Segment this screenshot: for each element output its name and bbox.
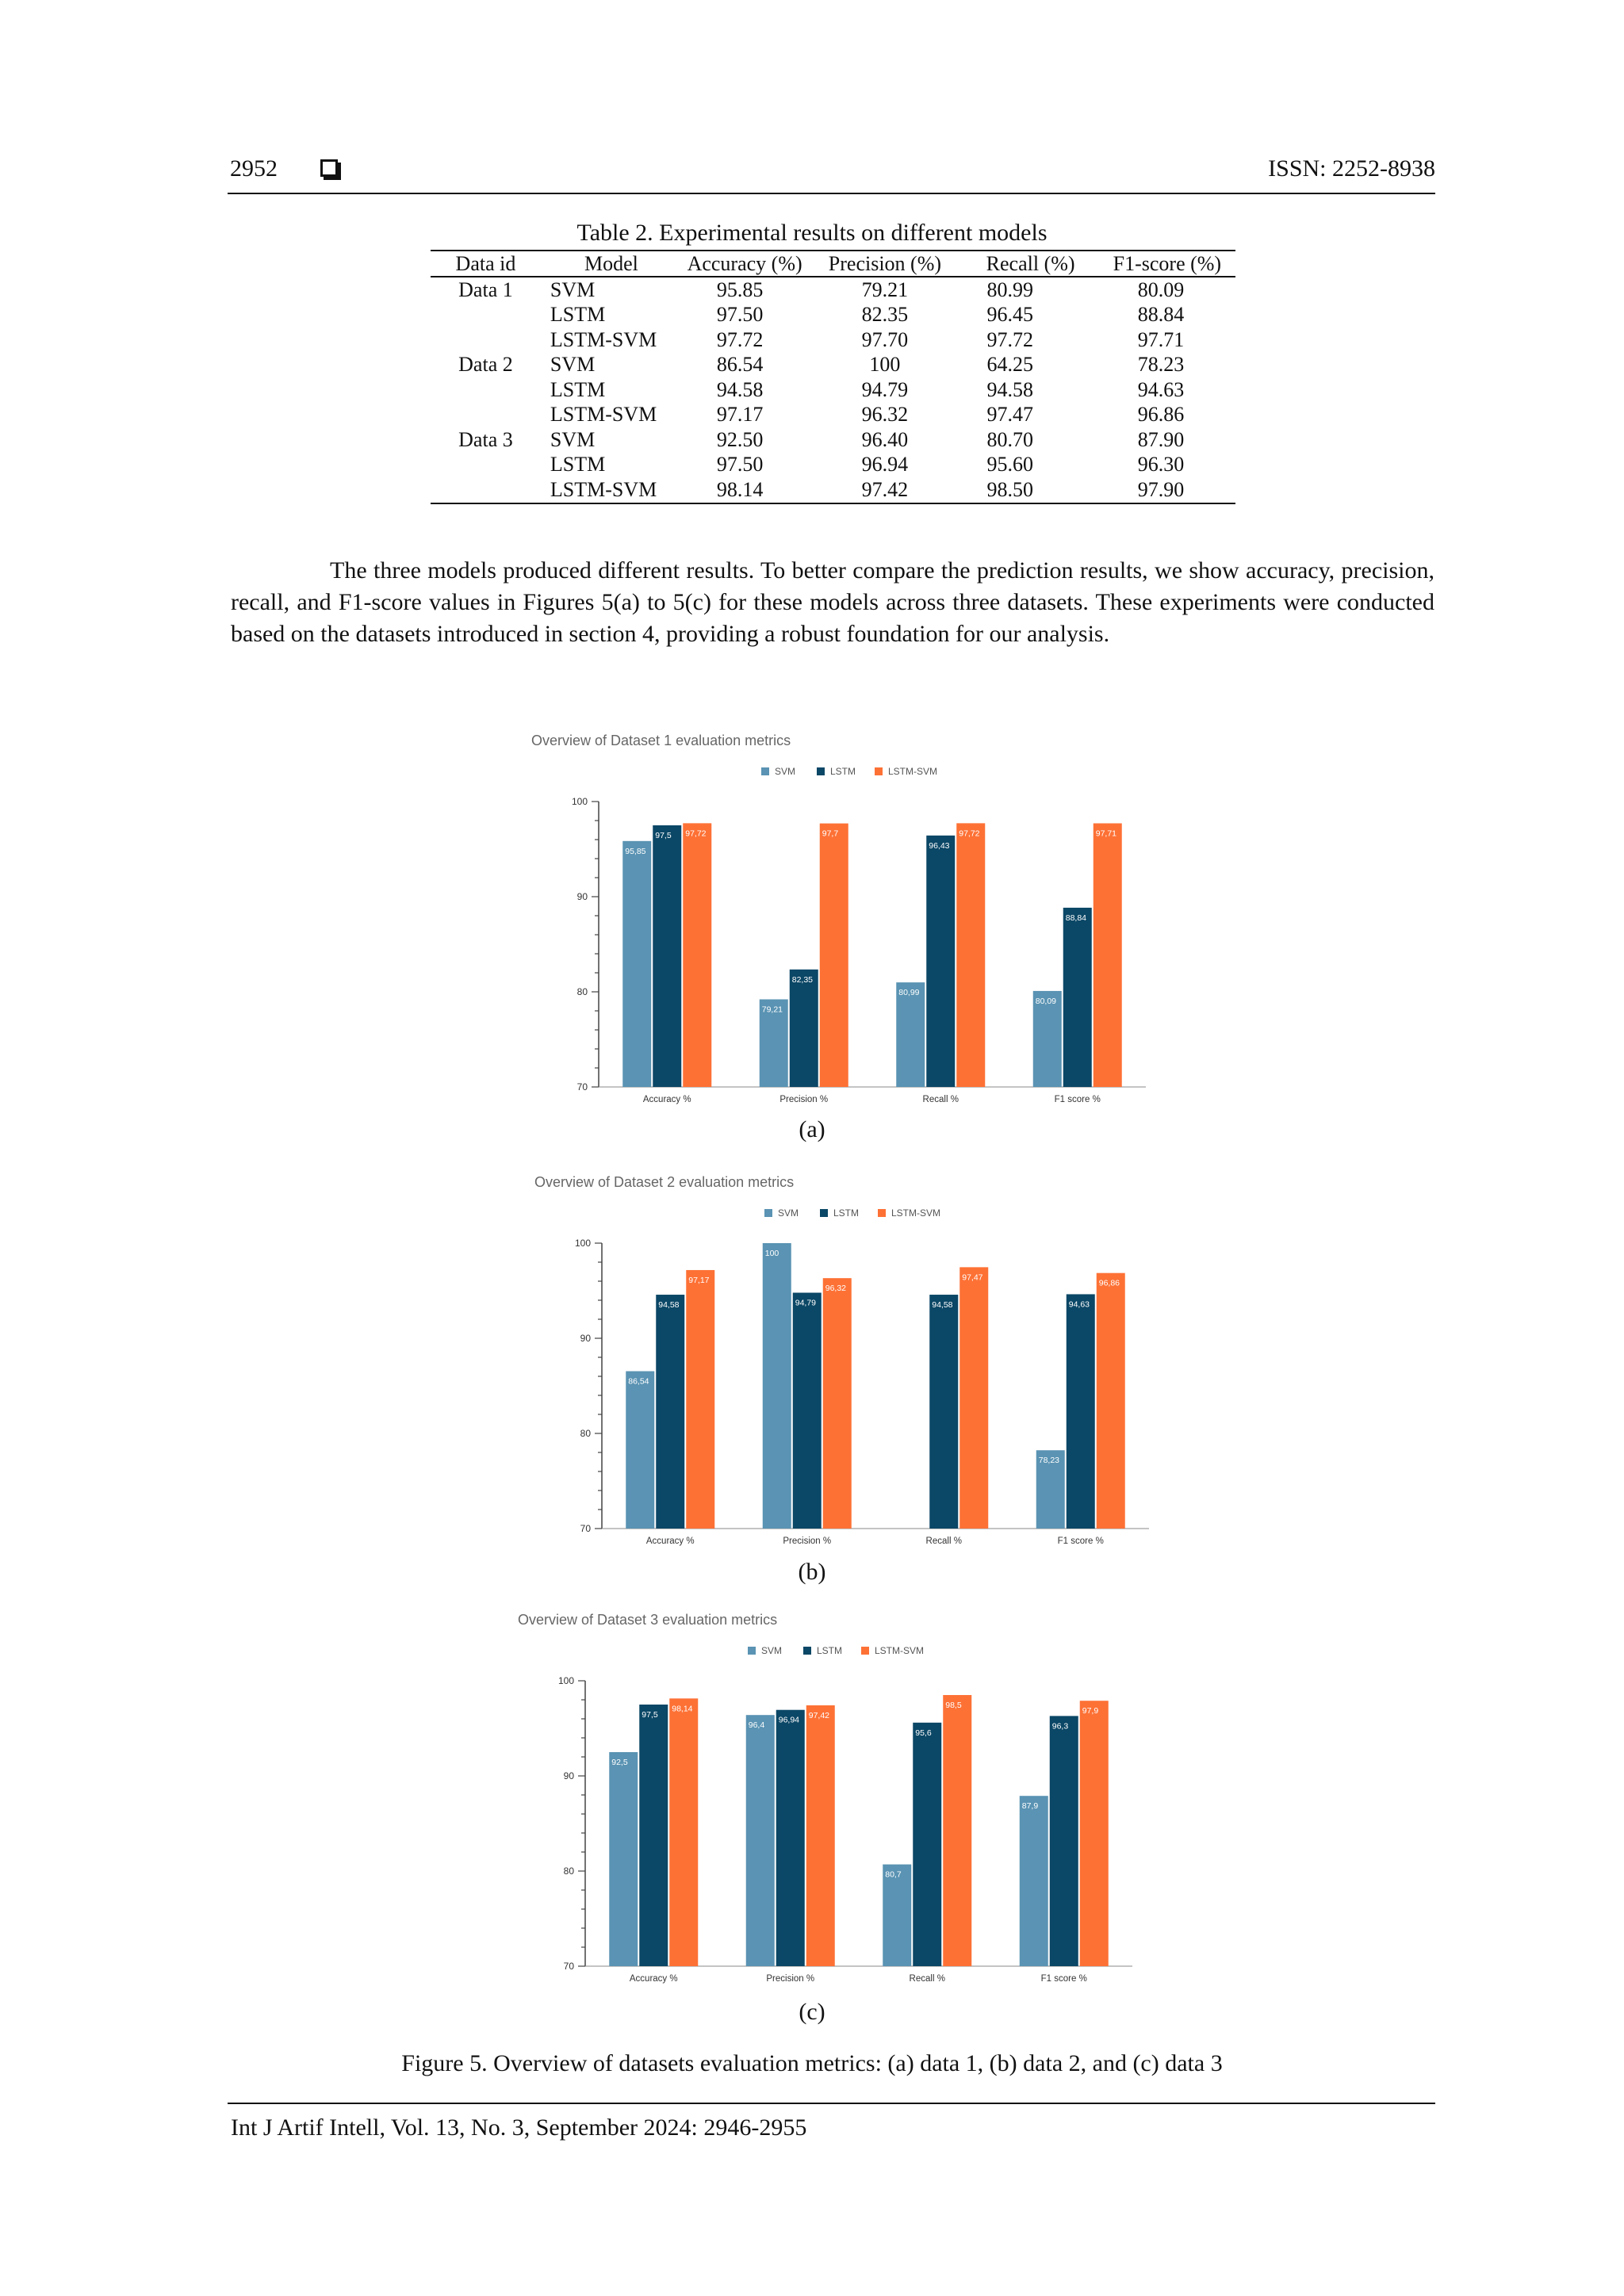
data-label: 97,17 [688,1275,710,1285]
data-label: 96,3 [1051,1721,1069,1732]
data-label: 98,5 [945,1701,962,1710]
bar-lstm [656,1295,684,1529]
table-cell: 97.70 [861,327,909,351]
bar-lstm-svm [683,823,711,1087]
legend-label: LSTM-SVM [875,1645,925,1656]
y-tick-label: 90 [576,891,588,902]
page-number: 2952 [230,155,278,182]
bar-lstm [790,970,818,1087]
table-cell: 97.42 [807,477,962,503]
category-label: Recall % [925,1536,962,1546]
legend-swatch-0 [748,1647,756,1655]
table-cell: Data 3 [458,427,513,451]
square-bullet-icon [320,159,338,177]
table-header-row [431,251,1235,277]
data-label: 98,14 [672,1704,693,1714]
data-label: 94,58 [932,1300,953,1311]
data-label: 96,4 [748,1720,765,1731]
table-cell: 96.32 [861,403,909,427]
category-label: Precision % [766,1974,815,1984]
bar-lstm [639,1705,668,1966]
data-label: 97,72 [685,828,707,839]
y-tick-label: 70 [576,1081,588,1093]
data-label: 88,84 [1065,913,1087,923]
table-cell: LSTM-SVM [550,327,657,351]
data-label: 79,21 [761,1004,783,1015]
y-tick-label: 90 [563,1770,574,1781]
legend-label: LSTM [817,1645,843,1656]
table-cell: 96.45 [986,303,1034,327]
legend-label: LSTM [830,766,856,777]
table-body [431,277,1235,503]
table-cell: SVM [550,427,596,451]
legend-label: LSTM [833,1207,860,1219]
data-label: 97,72 [959,828,980,839]
chart-dataset-2 [527,1168,1153,1556]
bar-svm [609,1752,638,1966]
subfigure-label-a: (a) [799,1116,825,1142]
table-cell: 82.35 [861,303,909,327]
data-label: 86,54 [628,1376,649,1387]
table-cell: Data 1 [458,277,513,301]
data-label: 96,94 [778,1715,800,1725]
legend-label: SVM [775,766,796,777]
table-cell: 98.50 [963,477,1099,503]
bar-lstm-svm [1080,1701,1109,1966]
data-label: 96,32 [825,1284,847,1294]
table-cell: 64.25 [986,353,1034,377]
data-label: 97,42 [808,1710,830,1720]
table-cell: 96.94 [861,453,909,476]
table-cell: 97.72 [986,327,1034,351]
table-cell: 96.40 [861,427,909,451]
category-label: F1 score % [1040,1974,1087,1984]
table-row [431,377,1235,403]
category-label: Recall % [909,1974,945,1984]
table-row [431,303,1235,328]
bar-lstm [793,1293,822,1529]
chart-title: Overview of Dataset 2 evaluation metrics [534,1174,795,1190]
category-label: Accuracy % [629,1974,678,1984]
legend-swatch-2 [875,767,883,775]
bar-svm [1020,1796,1048,1966]
data-label: 82,35 [791,974,814,985]
category-label: Recall % [922,1095,959,1104]
footer-rule [228,2103,1435,2104]
y-tick-label: 80 [580,1428,591,1439]
table-cell: 96.30 [1137,453,1185,476]
issn: ISSN: 2252-8938 [1268,155,1435,182]
table-cell [431,303,541,328]
data-label: 97,7 [822,828,839,839]
table-row [431,427,1235,453]
y-tick-label: 100 [557,1675,574,1686]
table-cell: 97.50 [716,303,764,327]
table-cell: 88.84 [1137,303,1185,327]
chart-title: Overview of Dataset 1 evaluation metrics [531,733,791,748]
data-label: 97,71 [1095,828,1117,839]
table-cell: 97.50 [716,453,764,476]
category-label: Accuracy % [645,1536,695,1546]
table-cell: LSTM [550,303,606,327]
data-label: 97,47 [962,1272,983,1283]
legend-label: LSTM-SVM [888,766,938,777]
column-header: Model [541,251,682,277]
bar-lstm-svm [943,1695,971,1966]
y-tick-label: 100 [574,1238,591,1249]
bar-svm [626,1372,654,1529]
legend-label: LSTM-SVM [891,1207,941,1219]
column-header: Recall (%) [963,251,1099,277]
column-header: Data id [431,251,541,277]
subfigure-label-c: (c) [799,1999,825,2025]
bar-lstm [1063,908,1092,1087]
table-cell: 92.50 [716,427,764,451]
table-cell: 97.17 [716,403,764,427]
category-label: F1 score % [1057,1536,1104,1546]
bar-svm [622,841,651,1087]
bar-lstm-svm [959,1267,988,1529]
table-cell: LSTM-SVM [541,477,682,503]
data-label: 95,85 [625,846,646,856]
data-label: 94,63 [1068,1299,1090,1310]
data-label: 95,6 [915,1728,932,1738]
data-label: 78,23 [1038,1456,1060,1466]
bar-lstm-svm [823,1278,852,1529]
y-tick-label: 80 [563,1866,574,1877]
data-label: 80,09 [1035,996,1057,1006]
header-rule [228,193,1435,194]
table-cell: Data 2 [458,353,513,377]
table-cell: 94.58 [986,377,1034,401]
table-cell: 97.72 [716,327,764,351]
category-label: Accuracy % [642,1095,691,1104]
y-tick-label: 90 [580,1333,591,1344]
bar-lstm [926,836,955,1087]
bar-lstm [776,1710,805,1966]
legend-label: SVM [778,1207,799,1219]
legend-swatch-2 [878,1209,886,1217]
bar-lstm-svm [1097,1273,1125,1529]
table-cell: SVM [550,277,596,301]
legend-swatch-0 [764,1209,772,1217]
table-row [431,327,1235,353]
chart-title: Overview of Dataset 3 evaluation metrics [518,1612,778,1628]
table-cell: LSTM [550,453,606,476]
chart-svg [527,1168,1153,1556]
data-label: 94,79 [795,1298,817,1308]
table-cell: 97.90 [1099,477,1235,503]
table-cell: 79.21 [861,277,909,301]
chart-dataset-3 [510,1605,1136,1994]
table-cell [431,327,541,353]
legend-swatch-1 [803,1647,811,1655]
data-label: 80,99 [898,988,920,998]
table-cell: 80.99 [986,277,1034,301]
figure-caption: Figure 5. Overview of datasets evaluation metrics: (a) data 1, (b) data 2, and (c) data 3 [401,2050,1223,2076]
subfigure-label-b: (b) [798,1559,826,1585]
table-row [431,453,1235,478]
y-tick-label: 70 [563,1961,574,1972]
data-label: 96,43 [929,840,950,851]
legend-swatch-2 [861,1647,869,1655]
table-cell: 86.54 [716,353,764,377]
bar-lstm [653,825,681,1087]
bar-svm [883,1865,911,1966]
results-table [431,250,1235,504]
table-cell [431,453,541,478]
legend-label: SVM [761,1645,783,1656]
table-cell: 100 [869,353,901,377]
data-label: 80,7 [885,1869,902,1880]
y-tick-label: 100 [571,796,588,807]
bar-svm [746,1715,775,1966]
table-cell: 94.58 [716,377,764,401]
table-cell: 94.79 [861,377,909,401]
data-label: 94,58 [658,1300,680,1311]
table-caption: Table 2. Experimental results on different models [576,220,1048,246]
body-paragraph: The three models produced different results. To better compare the prediction results, we show accuracy, precision, recall, and F1-score values in Figures 5(a) to 5(c) for these models across three datasets. These experiments were conducted based on the datasets introduced in section 4, providing a robust foundation for our analysis. [231,557,1434,647]
bar-lstm-svm [956,823,985,1087]
table-cell: 80.09 [1137,277,1185,301]
table-cell: 97.47 [986,403,1034,427]
table-cell: 96.86 [1137,403,1185,427]
footer-citation: Int J Artif Intell, Vol. 13, No. 3, September 2024: 2946-2955 [231,2114,807,2141]
table-cell: 80.70 [986,427,1034,451]
data-label: 96,86 [1098,1278,1120,1288]
legend-swatch-1 [820,1209,828,1217]
column-header: Precision (%) [807,251,962,277]
table-row [431,477,1235,503]
table-cell: 98.14 [682,477,807,503]
y-tick-label: 70 [580,1523,591,1534]
table-row [431,353,1235,378]
data-label: 92,5 [611,1758,628,1767]
bar-lstm [1067,1294,1095,1529]
category-label: Precision % [783,1536,832,1546]
data-label: 97,9 [1082,1706,1099,1716]
table-cell [431,377,541,403]
y-tick-label: 80 [576,986,588,997]
bar-lstm-svm [669,1698,698,1966]
chart-svg [510,1605,1136,1994]
table-cell: 97.71 [1137,327,1185,351]
legend-swatch-1 [817,767,825,775]
table-cell: 78.23 [1137,353,1185,377]
bar-lstm [929,1295,958,1529]
table-row [431,403,1235,428]
bar-lstm-svm [806,1705,835,1966]
category-label: F1 score % [1054,1095,1101,1104]
table-cell [431,403,541,428]
chart-svg [523,726,1150,1115]
table-cell: 95.60 [986,453,1034,476]
data-label: 97,5 [655,831,672,840]
table-cell: 95.85 [716,277,764,301]
column-header: F1-score (%) [1099,251,1235,277]
table-cell: LSTM-SVM [550,403,657,427]
column-header: Accuracy (%) [682,251,807,277]
chart-dataset-1 [523,726,1150,1115]
legend-swatch-0 [761,767,769,775]
table-cell: LSTM [550,377,606,401]
bar-lstm [913,1723,941,1966]
data-label: 97,5 [642,1710,658,1720]
bar-lstm-svm [1094,823,1122,1087]
data-label: 87,9 [1021,1801,1039,1812]
data-label: 100 [764,1249,779,1258]
table-cell [431,477,541,503]
bar-svm [896,982,925,1087]
bar-lstm [1050,1716,1078,1966]
bar-lstm-svm [820,824,848,1087]
table-cell: 94.63 [1137,377,1185,401]
table-cell: 87.90 [1137,427,1185,451]
table-cell: SVM [550,353,596,377]
bar-lstm-svm [686,1270,714,1529]
table-row [431,277,1235,303]
bar-svm [763,1243,791,1529]
category-label: Precision % [779,1095,829,1104]
